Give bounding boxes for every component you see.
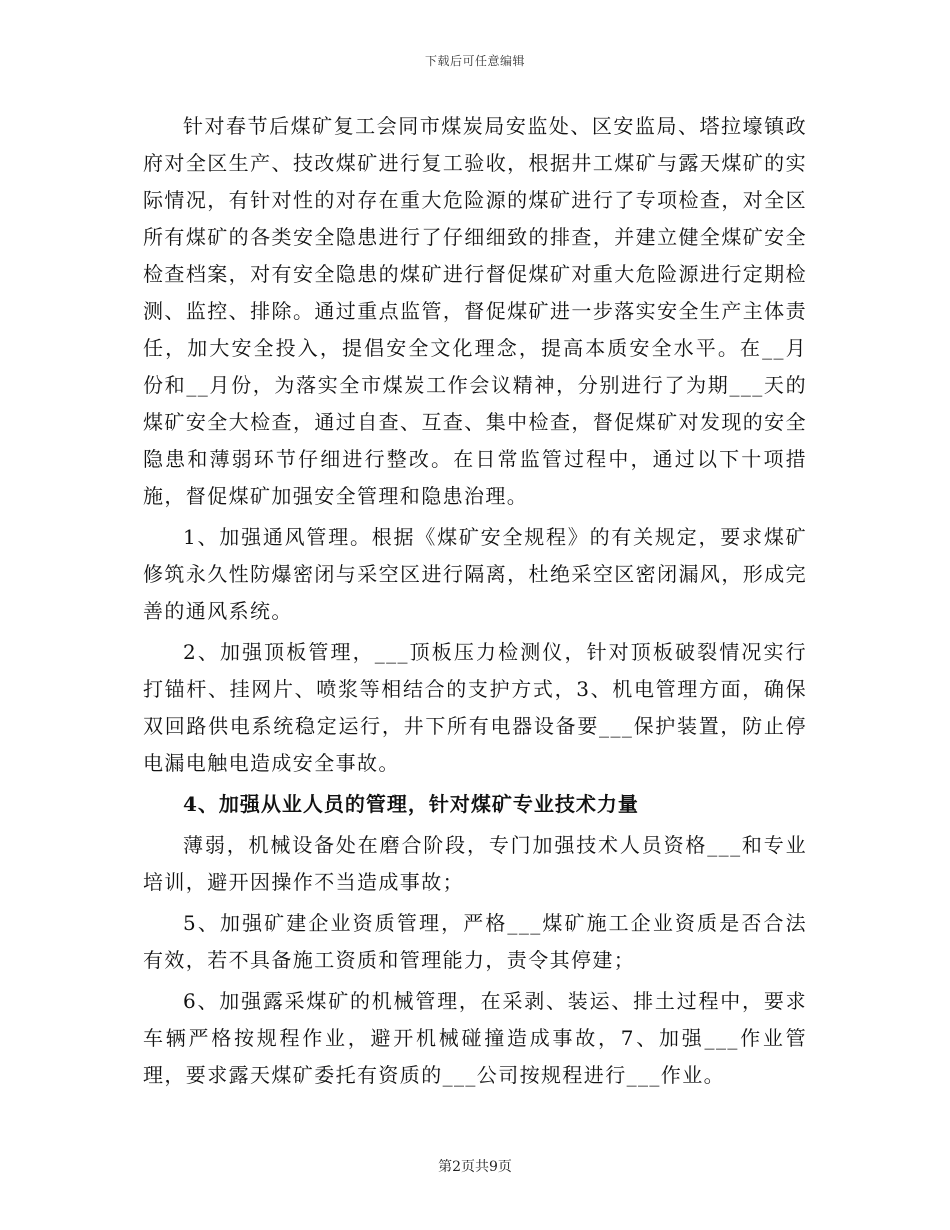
page-number: 第2页共9页 — [438, 1159, 512, 1175]
paragraph-staff-training: 薄弱，机械设备处在磨合阶段，专门加强技术人员资格___和专业培训，避开因操作不当造成事故； — [143, 833, 807, 894]
paragraph-qualification: 5、加强矿建企业资质管理，严格___煤矿施工企业资质是否合法有效，若不具备施工资质和管理能力，责令其停建； — [143, 911, 807, 972]
paragraph-ventilation: 1、加强通风管理。根据《煤矿安全规程》的有关规定，要求煤矿修筑永久性防爆密闭与采空区进行隔离，杜绝采空区密闭漏风，形成完善的通风系统。 — [143, 525, 807, 623]
paragraph-machinery: 6、加强露采煤矿的机械管理，在采剥、装运、排土过程中，要求车辆严格按规程作业，避开机械碰撞造成事故，7、加强___作业管理，要求露天煤矿委托有资质的___公司按规程进行___作业。 — [143, 989, 807, 1087]
paragraph-heading-staff: 4、加强从业人员的管理，针对煤矿专业技术力量 — [183, 792, 639, 816]
paragraph-roof-management: 2、加强顶板管理，___顶板压力检测仪，针对顶板破裂情况实行打锚杆、挂网片、喷浆等相结合的支护方式，3、机电管理方面，确保双回路供电系统稳定运行，井下所有电器设备要___保护装置，防止停电漏电触电造成安全事故。 — [143, 640, 807, 775]
paragraph-intro: 针对春节后煤矿复工会同市煤炭局安监处、区安监局、塔拉壕镇政府对全区生产、技改煤矿进行复工验收，根据井工煤矿与露天煤矿的实际情况，有针对性的对存在重大危险源的煤矿进行了专项检查，对全区所有煤矿的各类安全隐患进行了仔细细致的排查，并建立健全煤矿安全检查档案，对有安全隐患的煤矿进行督促煤矿对重大危险源进行定期检测、监控、排除。通过重点监管，督促煤矿进一步落实安全生产主体责任，加大安全投入，提倡安全文化理念，提高本质安全水平。在__月份和__月份，为落实全市煤炭工作会议精神，分别进行了为期___天的煤矿安全大检查，通过自查、互查、集中检查，督促煤矿对发现的安全隐患和薄弱环节仔细进行整改。在日常监管过程中，通过以下十项措施，督促煤矿加强安全管理和隐患治理。 — [143, 114, 807, 508]
document-body — [143, 108, 807, 1098]
page-header: 下载后可任意编辑 — [424, 54, 525, 68]
